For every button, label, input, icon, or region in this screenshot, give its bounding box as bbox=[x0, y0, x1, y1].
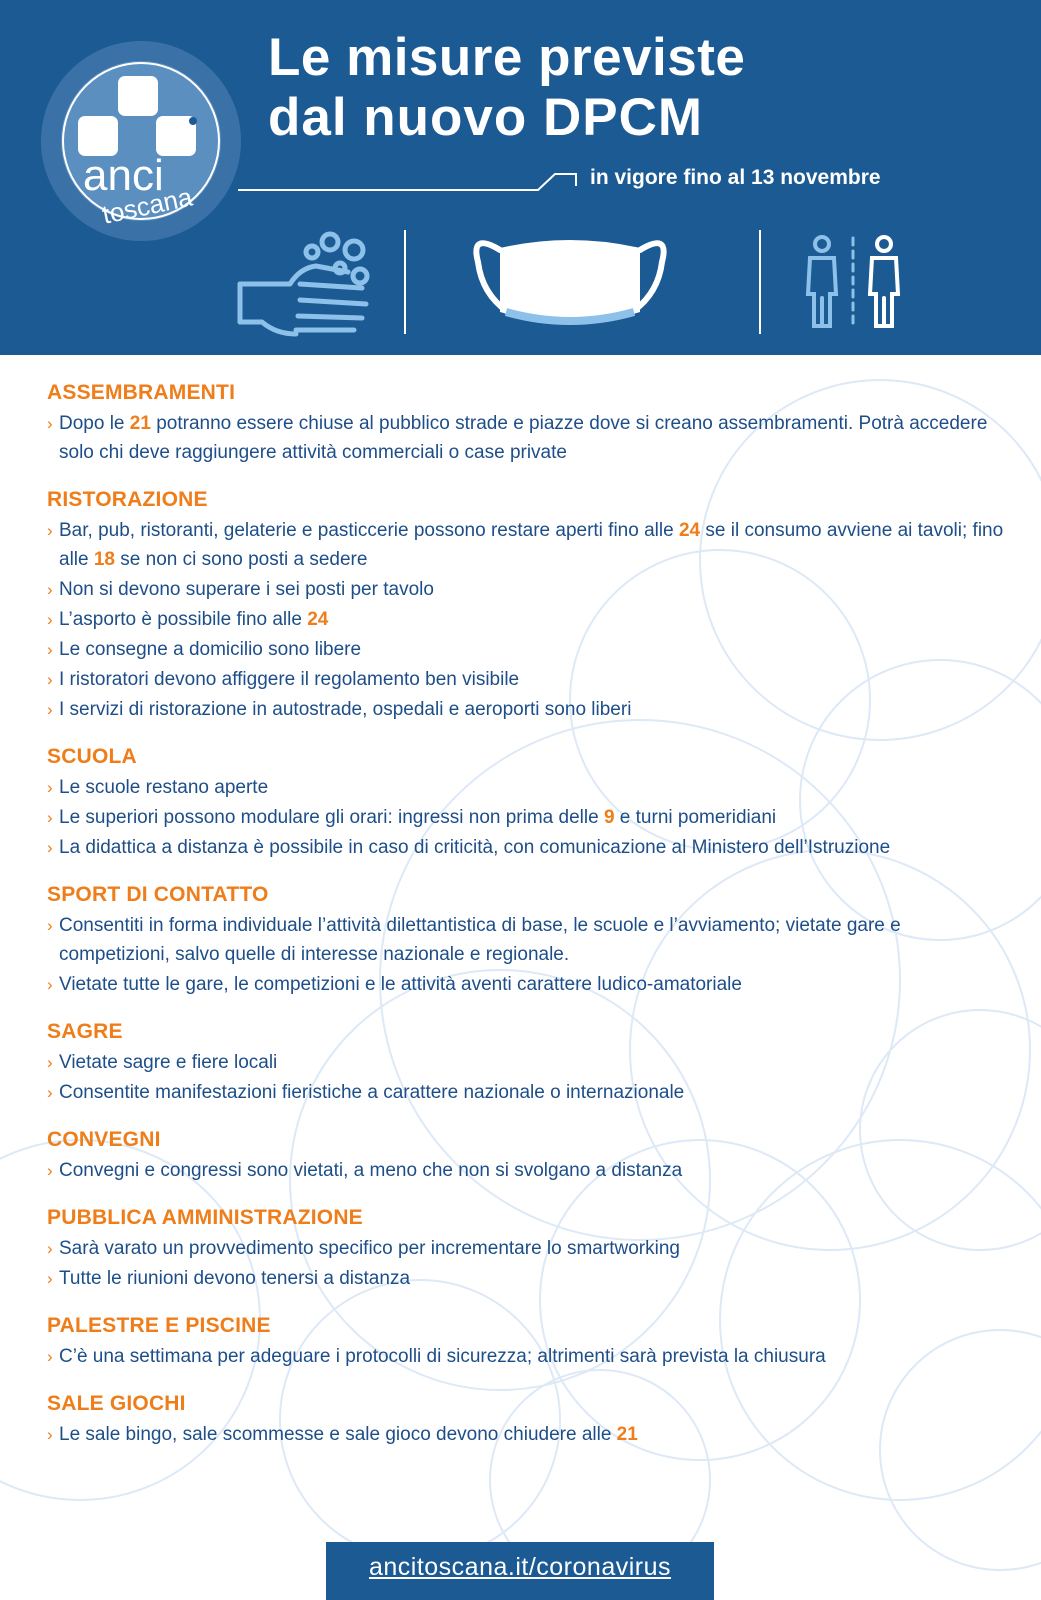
item-text: e turni pomeridiani bbox=[614, 807, 777, 828]
section-assembramenti bbox=[47, 380, 1007, 467]
section-items bbox=[47, 1234, 1007, 1293]
highlighted-time: 24 bbox=[307, 609, 329, 630]
list-item bbox=[47, 605, 1007, 634]
list-item bbox=[47, 695, 1007, 724]
list-item bbox=[47, 1234, 1007, 1263]
chevron-bullet-icon: › bbox=[47, 808, 53, 827]
title-line-1: Le misure previste bbox=[268, 28, 746, 87]
page-title bbox=[268, 28, 745, 148]
header-icons bbox=[0, 222, 1041, 352]
list-item bbox=[47, 803, 1007, 832]
item-text: Dopo le bbox=[59, 413, 130, 434]
item-text: C’è una settimana per adeguare i protocolli di sicurezza; altrimenti sarà prevista la chiusura bbox=[59, 1346, 826, 1367]
chevron-bullet-icon: › bbox=[47, 670, 53, 689]
list-item bbox=[47, 1048, 1007, 1077]
highlighted-time: 21 bbox=[129, 413, 151, 434]
chevron-bullet-icon: › bbox=[47, 610, 53, 629]
face-mask-icon bbox=[476, 240, 663, 322]
chevron-bullet-icon: › bbox=[47, 521, 53, 540]
section-items bbox=[47, 409, 1007, 467]
section-sport-di-contatto bbox=[47, 882, 1007, 999]
section-title: SALE GIOCHI bbox=[47, 1392, 186, 1415]
highlighted-time: 9 bbox=[603, 807, 615, 828]
section-items bbox=[47, 911, 1007, 999]
section-sale-giochi bbox=[47, 1391, 1007, 1449]
item-text: La didattica a distanza è possibile in caso di criticità, con comunicazione al Ministero dell’Istruzione bbox=[59, 837, 891, 858]
chevron-bullet-icon: › bbox=[47, 916, 53, 935]
section-pubblica-amministrazione bbox=[47, 1205, 1007, 1293]
chevron-bullet-icon: › bbox=[47, 1161, 53, 1180]
chevron-bullet-icon: › bbox=[47, 1239, 53, 1258]
item-text: Le consegne a domicilio sono libere bbox=[59, 639, 362, 660]
section-title: PUBBLICA AMMINISTRAZIONE bbox=[47, 1206, 363, 1229]
chevron-bullet-icon: › bbox=[47, 1347, 53, 1366]
chevron-bullet-icon: › bbox=[47, 975, 53, 994]
item-text: Vietate sagre e fiere locali bbox=[59, 1052, 278, 1073]
list-item bbox=[47, 773, 1007, 802]
item-text: Le scuole restano aperte bbox=[59, 777, 269, 798]
item-text: Convegni e congressi sono vietati, a meno che non si svolgano a distanza bbox=[59, 1160, 683, 1181]
section-title: SAGRE bbox=[47, 1020, 123, 1043]
header-divider-line bbox=[0, 150, 1041, 210]
section-convegni bbox=[47, 1127, 1007, 1185]
highlighted-time: 18 bbox=[93, 549, 115, 570]
item-text: Non si devono superare i sei posti per tavolo bbox=[59, 579, 434, 600]
section-items bbox=[47, 1156, 1007, 1185]
header-banner bbox=[0, 0, 1041, 355]
chevron-bullet-icon: › bbox=[47, 700, 53, 719]
section-title: CONVEGNI bbox=[47, 1128, 161, 1151]
item-text: Le sale bingo, sale scommesse e sale gioco devono chiudere alle bbox=[59, 1424, 617, 1445]
list-item bbox=[47, 1342, 1007, 1371]
chevron-bullet-icon: › bbox=[47, 838, 53, 857]
section-items bbox=[47, 1048, 1007, 1107]
item-text: I servizi di ristorazione in autostrade, ospedali e aeroporti sono liberi bbox=[59, 699, 632, 720]
item-text: I ristoratori devono affiggere il regolamento ben visibile bbox=[59, 669, 520, 690]
section-ristorazione bbox=[47, 487, 1007, 724]
list-item bbox=[47, 1264, 1007, 1293]
svg-text:toscana: toscana bbox=[99, 181, 195, 230]
svg-text:anci: anci bbox=[83, 151, 164, 200]
section-items bbox=[47, 1342, 1007, 1371]
item-text: Le superiori possono modulare gli orari: ingressi non prima delle bbox=[59, 807, 604, 828]
footer-link-box[interactable] bbox=[326, 1542, 714, 1600]
highlighted-time: 21 bbox=[616, 1424, 638, 1445]
chevron-bullet-icon: › bbox=[47, 580, 53, 599]
chevron-bullet-icon: › bbox=[47, 1083, 53, 1102]
section-title: ASSEMBRAMENTI bbox=[47, 381, 236, 404]
chevron-bullet-icon: › bbox=[47, 640, 53, 659]
highlighted-time: 24 bbox=[678, 520, 701, 541]
list-item bbox=[47, 635, 1007, 664]
coronavirus-page-link[interactable]: ancitoscana.it/coronavirus bbox=[368, 1553, 672, 1581]
section-items bbox=[47, 773, 1007, 862]
list-item bbox=[47, 516, 1007, 574]
list-item bbox=[47, 575, 1007, 604]
list-item bbox=[47, 1156, 1007, 1185]
item-text: potranno essere chiuse al pubblico strade e piazze dove si creano assembramenti. Potrà accedere solo chi deve raggiungere attività commerciali o case private bbox=[59, 413, 988, 463]
list-item bbox=[47, 1420, 1007, 1449]
item-text: L’asporto è possibile fino alle bbox=[59, 609, 308, 630]
measures-list bbox=[47, 380, 1007, 1469]
section-scuola bbox=[47, 744, 1007, 862]
item-text: Vietate tutte le gare, le competizioni e le attività aventi carattere ludico-amatoriale bbox=[59, 974, 742, 995]
item-text: se il consumo avviene ai tavoli; fino alle bbox=[59, 520, 1004, 570]
chevron-bullet-icon: › bbox=[47, 1425, 53, 1444]
section-title: SPORT DI CONTATTO bbox=[47, 883, 269, 906]
chevron-bullet-icon: › bbox=[47, 1269, 53, 1288]
section-items bbox=[47, 1420, 1007, 1449]
section-title: PALESTRE E PISCINE bbox=[47, 1314, 271, 1337]
section-title: SCUOLA bbox=[47, 745, 137, 768]
section-palestre-e-piscine bbox=[47, 1313, 1007, 1371]
section-title: RISTORAZIONE bbox=[47, 488, 208, 511]
item-text: Bar, pub, ristoranti, gelaterie e pasticcerie possono restare aperti fino alle bbox=[59, 520, 679, 541]
anci-toscana-logo bbox=[38, 38, 244, 244]
item-text: Consentiti in forma individuale l’attività dilettantistica di base, le scuole e l’avviamento; vietate gare e competizioni, salvo quelle di interesse nazionale e regionale. bbox=[59, 915, 901, 965]
list-item bbox=[47, 665, 1007, 694]
hand-washing-icon bbox=[240, 234, 367, 334]
item-text: Sarà varato un provvedimento specifico per incrementare lo smartworking bbox=[59, 1238, 680, 1259]
list-item bbox=[47, 409, 1007, 467]
validity-subtitle: in vigore fino al 13 novembre bbox=[590, 166, 881, 189]
list-item bbox=[47, 1078, 1007, 1107]
list-item bbox=[47, 911, 1007, 969]
chevron-bullet-icon: › bbox=[47, 1053, 53, 1072]
item-text: Tutte le riunioni devono tenersi a distanza bbox=[59, 1268, 411, 1289]
item-text: Consentite manifestazioni fieristiche a carattere nazionale o internazionale bbox=[59, 1082, 685, 1103]
chevron-bullet-icon: › bbox=[47, 778, 53, 797]
item-text: se non ci sono posti a sedere bbox=[115, 549, 368, 570]
title-line-2: dal nuovo DPCM bbox=[268, 88, 704, 147]
list-item bbox=[47, 833, 1007, 862]
section-items bbox=[47, 516, 1007, 724]
chevron-bullet-icon: › bbox=[47, 414, 53, 433]
list-item bbox=[47, 970, 1007, 999]
social-distancing-icon bbox=[808, 237, 898, 328]
section-sagre bbox=[47, 1019, 1007, 1107]
